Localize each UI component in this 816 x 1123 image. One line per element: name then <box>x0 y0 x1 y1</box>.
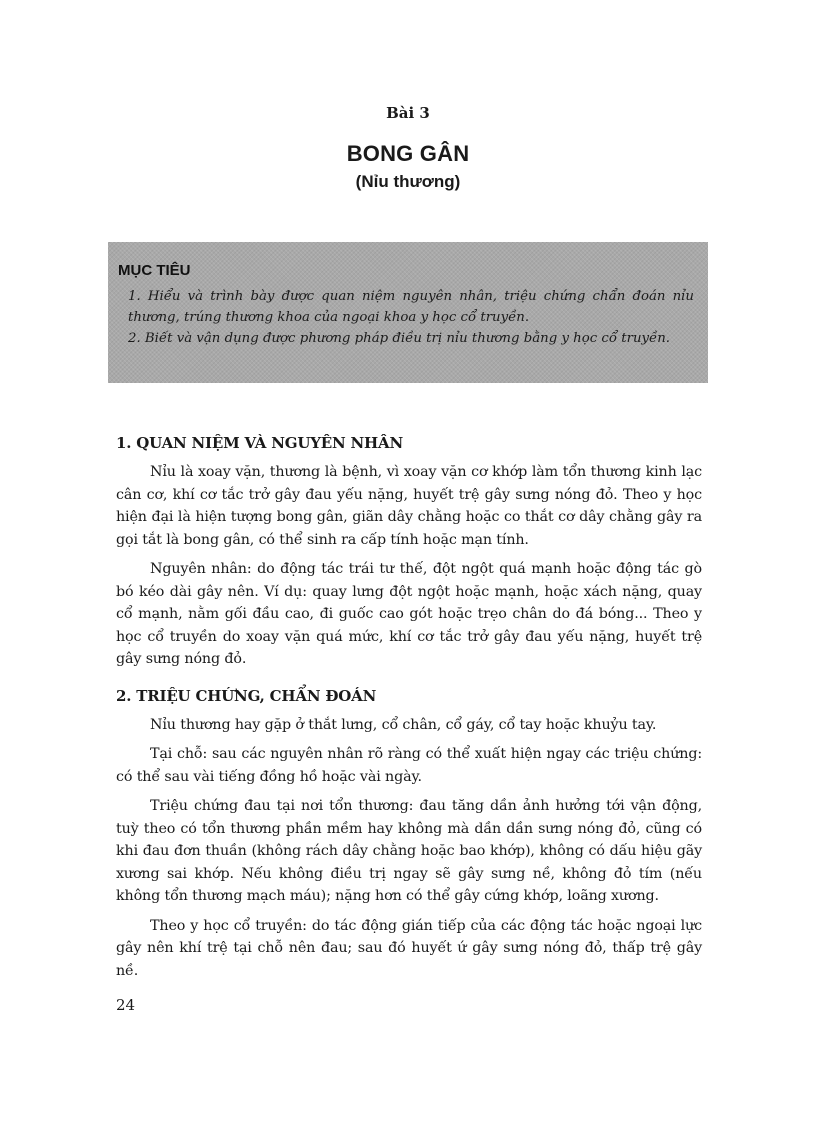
paragraph: Nỉu thương hay gặp ở thắt lưng, cổ chân, cổ gáy, cổ tay hoặc khuỷu tay. <box>150 716 657 733</box>
section-heading-causes: 1. QUAN NIỆM VÀ NGUYÊN NHÂN <box>116 434 403 452</box>
page-number: 24 <box>116 996 136 1014</box>
objectives-heading: MỤC TIÊU <box>118 262 191 279</box>
paragraph: Theo y học cổ truyền: do tác động gián tiếp của các động tác hoặc ngoại lực gây nên khí trệ tại chỗ nên đau; sau đó huyết ứ gây sưng nóng đỏ, thấp trệ gây nề. <box>116 917 702 979</box>
paragraph: Triệu chứng đau tại nơi tổn thương: đau tăng dần ảnh hưởng tới vận động, tuỳ theo có tổn thương phần mềm hay không mà dần dần sưng nóng đỏ, cũng có khi đau đơn thuần (không rách dây chằng hoặc bao khớp), không có dấu hiệu gãy xương sai khớp. Nếu không điều trị ngay sẽ gây sưng nề, không đỏ tím (nếu không tổn thương mạch máu); nặng hơn có thể gây cứng khớp, loãng xương. <box>116 798 702 904</box>
objective-item-2: 2. Biết và vận dụng được phương pháp điều trị nỉu thương bằng y học cổ truyền. <box>128 331 670 346</box>
page-title: BONG GÂN <box>346 141 470 166</box>
section-heading-symptoms: 2. TRIỆU CHỨNG, CHẨN ĐOÁN <box>116 686 377 705</box>
main-content <box>116 434 702 989</box>
paragraph: Tại chỗ: sau các nguyên nhân rõ ràng có thể xuất hiện ngay các triệu chứng: có thể sau vài tiếng đồng hồ hoặc vài ngày. <box>116 746 702 785</box>
paragraph: Nỉu là xoay vặn, thương là bệnh, vì xoay vặn cơ khớp làm tổn thương kinh lạc cân cơ, khí cơ tắc trở gây đau yếu nặng, huyết trệ gây sưng nóng đỏ. Theo y học hiện đại là hiện tượng bong gân, giãn dây chằng hoặc co thắt cơ dây chằng gây ra gọi tắt là bong gân, có thể sinh ra cấp tính hoặc mạn tính. <box>116 464 702 548</box>
objectives-box <box>108 242 708 383</box>
paragraph: Nguyên nhân: do động tác trái tư thế, đột ngột quá mạnh hoặc động tác gò bó kéo dài gây nên. Ví dụ: quay lưng đột ngột hoặc mạnh, hoặc xách nặng, quay cổ mạnh, nằm gối đầu cao, đi guốc cao gót hoặc trẹo chân do đá bóng... Theo y học cổ truyền do xoay vặn quá mức, khí cơ tắc trở gây đau yếu nặng, huyết trệ gây sưng nóng đỏ. <box>116 561 702 667</box>
lesson-number: Bài 3 <box>386 104 430 122</box>
page-subtitle: (Nỉu thương) <box>355 172 461 191</box>
objective-item-1: 1. Hiểu và trình bày được quan niệm nguyên nhân, triệu chứng chẩn đoán nỉu thương, trúng thương khoa của ngoại khoa y học cổ truyền. <box>128 289 694 325</box>
